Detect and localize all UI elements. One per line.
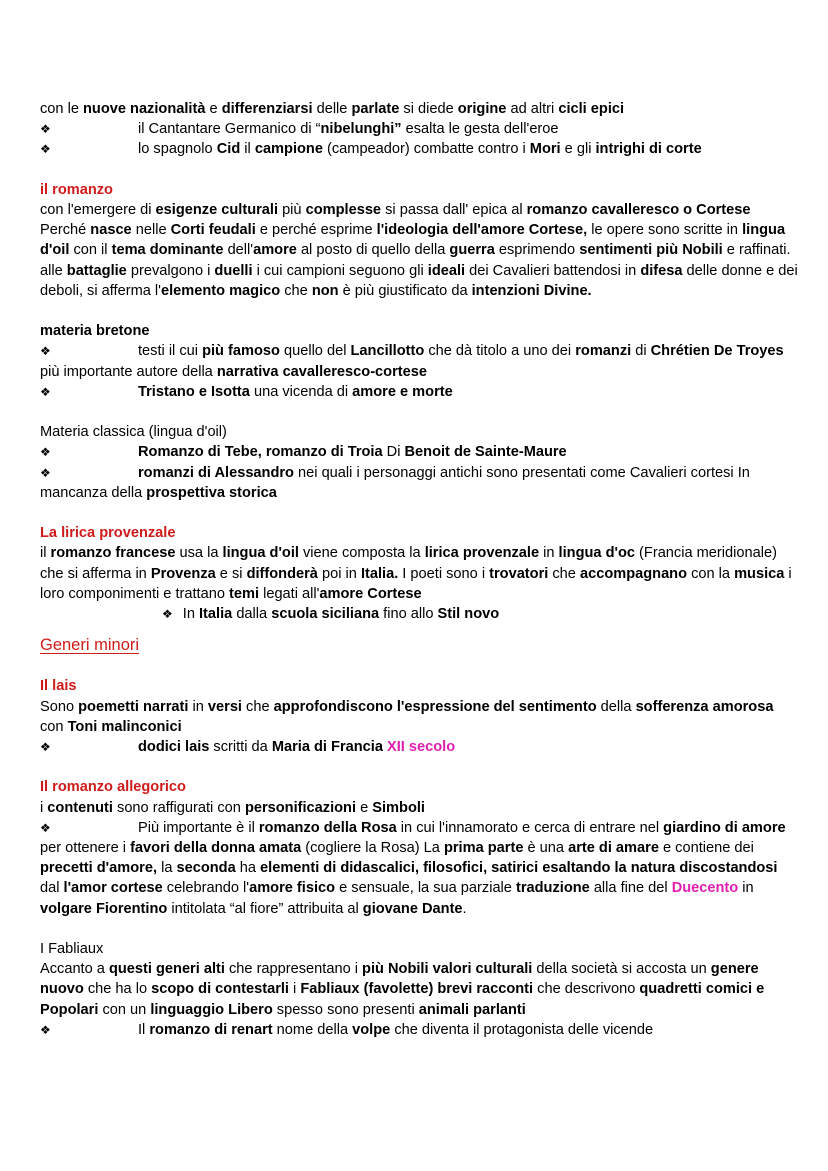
bullet-item: ❖ Più importante è il romanzo della Rosa in cui l'innamorato e cerca di entrare nel giardino di amore per ottenere i favori della donna amata (cogliere la Rosa) La prima parte è una arte di amare e contiene dei precetti d'amore, la seconda ha elementi di didascalici, filosofici, satirici esaltando la natura discostandosi dal l'amor cortese celebrando l'amore fisico e sensuale, la sua parziale traduzione alla fine del Duecento in volgare Fiorentino intitolata “al fiore” attribuita al giovane Dante. <box>40 819 786 917</box>
paragraph: Accanto a questi generi alti che rappresentano i più Nobili valori culturali della società si accosta un genere nuovo che ha lo scopo di contestarli i Fabliaux (favolette) brevi racconti che descrivono quadretti comici e Popolari con un linguaggio Libero spesso sono presenti animali parlanti <box>40 961 765 1018</box>
bullet-icon: ❖ <box>40 384 51 399</box>
bullet-item: ❖ Il romanzo di renart nome della volpe che diventa il protagonista delle vicende <box>40 1020 800 1040</box>
bullet-item: ❖ lo spagnolo Cid il campione (campeador) combatte contro i Mori e gli intrighi di corte <box>40 139 800 159</box>
heading-generi-minori: Generi minori <box>40 636 140 655</box>
document-page <box>40 99 800 1040</box>
heading-romanzo-allegorico: Il romanzo allegorico <box>40 779 186 796</box>
heading-lais: Il lais <box>40 678 77 695</box>
heading-fabliaux: I Fabliaux <box>40 941 104 958</box>
bullet-item: ❖ In Italia dalla scuola siciliana fino allo Stil novo <box>162 606 500 623</box>
paragraph: con l'emergere di esigenze culturali più complesse si passa dall' epica al romanzo cavalleresco o Cortese Perché nasce nelle Corti feudali e perché esprime l'ideologia dell'amore Cortese, le opere sono scritte in lingua d'oil con il tema dominante dell'amore al posto di quello della guerra esprimendo sentimenti più Nobili e raffinati. alle battaglie prevalgono i duelli i cui campioni seguono gli ideali dei Cavalieri battendosi in difesa delle donne e dei deboli, si afferma l'elemento magico che non è più giustificato da intenzioni Divine. <box>40 202 798 299</box>
paragraph: i contenuti sono raffigurati con personificazioni e Simboli <box>40 799 425 816</box>
bullet-item: ❖ dodici lais scritti da Maria di Francia XII secolo <box>40 737 800 757</box>
bullet-icon: ❖ <box>40 445 51 460</box>
bullet-item: ❖ romanzi di Alessandro nei quali i personaggi antichi sono presentati come Cavalieri cortesi In mancanza della prospettiva storica <box>40 464 750 501</box>
bullet-icon: ❖ <box>40 740 51 755</box>
paragraph: il romanzo francese usa la lingua d'oil viene composta la lirica provenzale in lingua d'oc (Francia meridionale) che si afferma in Provenza e si diffonderà poi in Italia. I poeti sono i trovatori che accompagnano con la musica i loro componimenti e trattano temi legati all'amore Cortese <box>40 545 792 602</box>
heading-materia-bretone: materia bretone <box>40 323 150 340</box>
bullet-icon: ❖ <box>40 344 51 359</box>
bullet-item: ❖ Romanzo di Tebe, romanzo di Troia Di Benoit de Sainte-Maure <box>40 442 800 462</box>
bullet-item: ❖ il Cantantare Germanico di “nibelunghi” esalta le gesta dell'eroe <box>40 119 800 139</box>
bullet-icon: ❖ <box>40 465 51 480</box>
bullet-icon: ❖ <box>40 820 51 835</box>
heading-materia-classica: Materia classica (lingua d'oil) <box>40 424 227 441</box>
bullet-icon: ❖ <box>40 142 51 157</box>
heading-lirica: La lirica provenzale <box>40 525 176 542</box>
paragraph: Sono poemetti narrati in versi che approfondiscono l'espressione del sentimento della sofferenza amorosa con Toni malinconici <box>40 698 774 735</box>
bullet-item: ❖ testi il cui più famoso quello del Lancillotto che dà titolo a uno dei romanzi di Chrétien De Troyes più importante autore della narrativa cavalleresco-cortese <box>40 343 784 380</box>
heading-romanzo: il romanzo <box>40 181 113 198</box>
bullet-icon: ❖ <box>40 122 51 137</box>
bullet-icon: ❖ <box>40 1022 51 1037</box>
bullet-item: ❖ Tristano e Isotta una vicenda di amore e morte <box>40 382 800 402</box>
paragraph: con le nuove nazionalità e differenziarsi delle parlate si diede origine ad altri cicli epici <box>40 101 625 117</box>
bullet-icon: ❖ <box>162 607 173 622</box>
